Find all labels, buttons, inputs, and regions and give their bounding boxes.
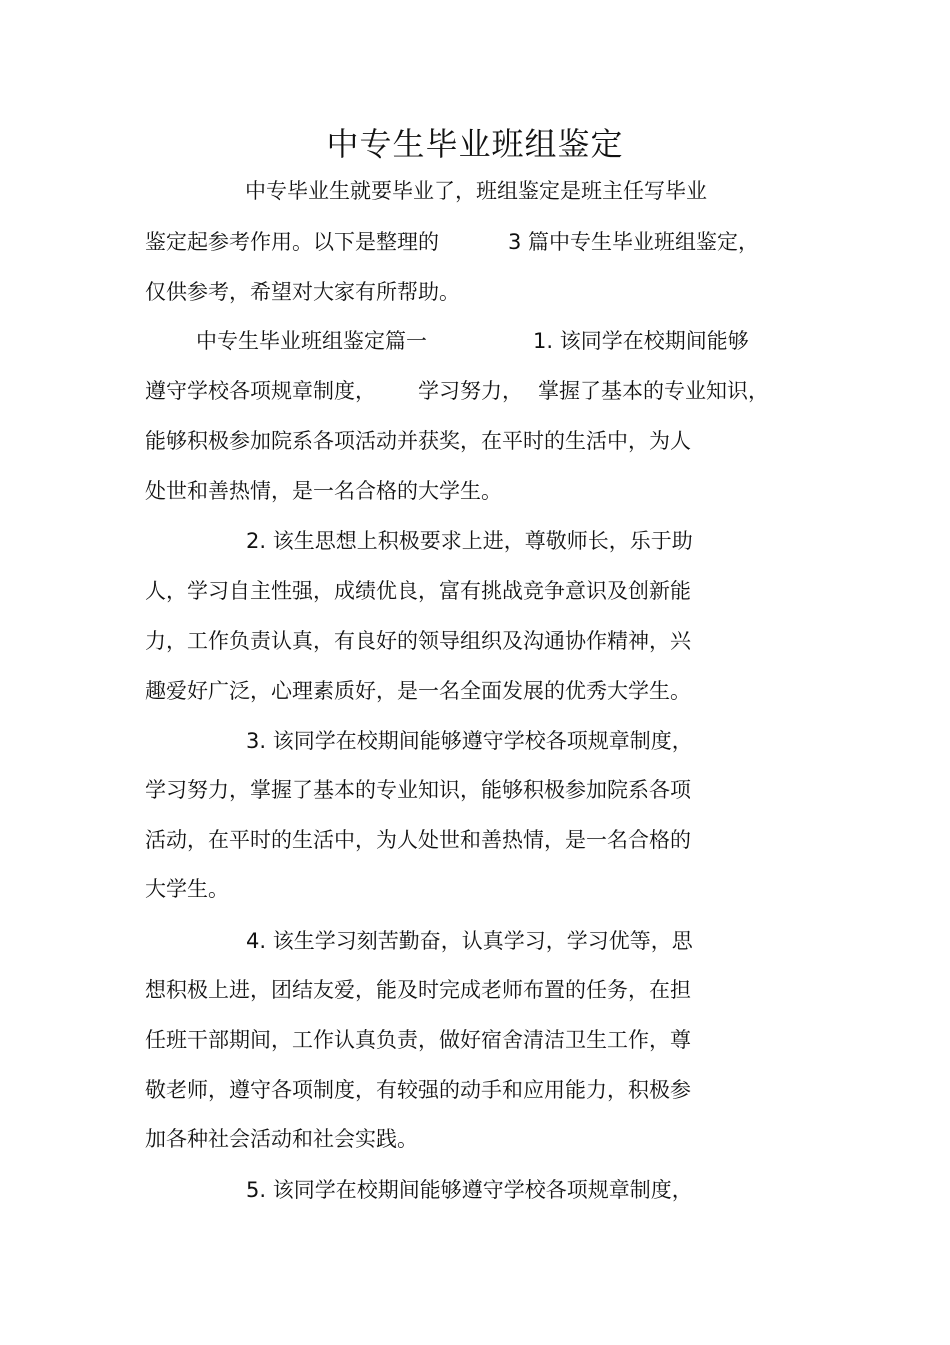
document-title: 中专生毕业班组鉴定 <box>326 125 624 163</box>
text-line: 人，学习自主性强，成绩优良，富有挑战竞争意识及创新能 <box>145 579 691 603</box>
text-line: 加各种社会活动和社会实践。 <box>145 1127 418 1151</box>
section-heading: 中专生毕业班组鉴定篇一 <box>196 329 427 353</box>
text-line: 学习努力，掌握了基本的专业知识，能够积极参加院系各项 <box>145 778 691 802</box>
text-line: 想积极上进，团结友爱，能及时完成老师布置的任务，在担 <box>145 978 691 1002</box>
text-line: 仅供参考，希望对大家有所帮助。 <box>145 280 460 304</box>
text-line: 鉴定起参考作用。以下是整理的 <box>145 230 439 254</box>
text-line: 任班干部期间，工作认真负责，做好宿舍清洁卫生工作，尊 <box>145 1028 691 1052</box>
text-line: 学习努力， <box>418 379 523 403</box>
text-line: 掌握了基本的专业知识， <box>538 379 769 403</box>
text-line: 敬老师，遵守各项制度，有较强的动手和应用能力，积极参 <box>145 1078 691 1102</box>
text-line: 力，工作负责认真，有良好的领导组织及沟通协作精神，兴 <box>145 629 691 653</box>
text-line: 趣爱好广泛，心理素质好，是一名全面发展的优秀大学生。 <box>145 679 691 703</box>
text-line: 能够积极参加院系各项活动并获奖，在平时的生活中，为人 <box>145 429 691 453</box>
text-line: 3 篇中专生毕业班组鉴定， <box>508 230 760 254</box>
text-line: 1. 该同学在校期间能够 <box>533 329 749 353</box>
text-line: 中专毕业生就要毕业了，班组鉴定是班主任写毕业 <box>245 179 707 203</box>
text-line: 5. 该同学在校期间能够遵守学校各项规章制度， <box>246 1178 693 1202</box>
text-line: 3. 该同学在校期间能够遵守学校各项规章制度， <box>246 729 693 753</box>
text-line: 2. 该生思想上积极要求上进，尊敬师长，乐于助 <box>246 529 693 553</box>
text-line: 活动，在平时的生活中，为人处世和善热情，是一名合格的 <box>145 828 691 852</box>
text-line: 大学生。 <box>145 877 229 901</box>
text-line: 遵守学校各项规章制度， <box>145 379 376 403</box>
text-line: 处世和善热情，是一名合格的大学生。 <box>145 479 502 503</box>
text-line: 4. 该生学习刻苦勤奋，认真学习，学习优等，思 <box>246 929 693 953</box>
